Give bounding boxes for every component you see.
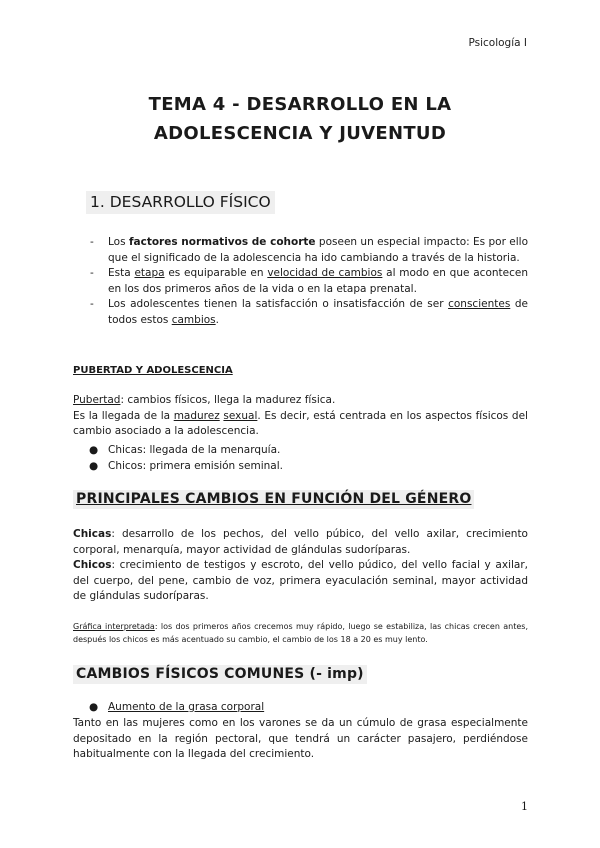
pubertad-bullet-list [89,443,283,474]
underlined-term: cambios [171,313,216,326]
bullet-marker: ● [89,701,99,713]
comunes-bullet-list [89,700,264,716]
title-line-2: ADOLESCENCIA Y JUVENTUD [153,123,447,144]
dash-marker: - [90,267,94,279]
list-item: - Los adolescentes tienen la satisfacción o insatisfacción de ser conscientes de todos estos cambios. [90,298,528,326]
comunes-paragraph: Tanto en las mujeres como en los varones se da un cúmulo de grasa especialmente depositado en la región pectoral, que tendrá un carácter pasajero, perdiéndose habitualmente con la llegada del crecimiento. [73,717,528,760]
section-heading-desarrollo-fisico: 1. DESARROLLO FÍSICO [86,191,275,214]
dash-marker: - [90,298,94,310]
bullet-marker: ● [89,459,99,472]
genero-paragraph: Chicas: desarrollo de los pechos, del vello púbico, del vello axilar, crecimiento corporal, menarquía, mayor actividad de glándulas sudoríparas. Chicos: crecimiento de testigos y escroto, del vello púdico, del vello facial y axilar, del cuerpo, del pene, cambio de voz, primera eyaculación seminal, mayor actividad de glándulas sudoríparas. [73,528,528,602]
pubertad-paragraph: Pubertad: cambios físicos, llega la madurez física. Es la llegada de la madurez sexual. Es decir, está centrada en los aspectos físicos del cambio asociado a la adolescencia. [73,394,528,437]
dash-marker: - [90,236,94,248]
bold-term: Chicos [73,559,112,571]
title-line-1: TEMA 4 - DESARROLLO EN LA [148,94,452,115]
bold-term: factores normativos de cohorte [128,236,316,248]
underlined-term: Pubertad [73,394,121,406]
list-item: - Esta etapa es equiparable en velocidad de cambios al modo en que acontecen en los dos primeros años de la vida o en la etapa prenatal. [90,267,528,295]
list-item: - Los factores normativos de cohorte poseen un especial impacto: Es por ello que el significado de la adolescencia ha ido cambiando a través de la historia. [90,236,529,264]
subheading-pubertad: PUBERTAD Y ADOLESCENCIA [73,365,233,376]
running-header: Psicología I [468,37,527,49]
document-title [0,90,600,148]
underlined-term: conscientes [448,298,511,310]
section-heading-genero: PRINCIPALES CAMBIOS EN FUNCIÓN DEL GÉNERO [73,490,474,509]
bullet-marker: ● [89,444,99,456]
list-item: ● Aumento de la grasa corporal [89,700,264,716]
intro-bullet-list [88,235,528,328]
underlined-term: velocidad de cambios [267,267,383,279]
underlined-term: etapa [134,267,165,279]
graph-note: Gráfica interpretada: los dos primeros años crecemos muy rápido, luego se estabiliza, las chicas crecen antes, después los chicos es más acentuado su cambio, el cambio de los 18 a 20 es muy lento. [73,622,528,644]
underlined-term: Gráfica interpretada [73,622,155,631]
underlined-term: madurez [173,409,220,422]
section-heading-comunes: CAMBIOS FÍSICOS COMUNES (- imp) [73,665,367,684]
page-number: 1 [521,800,528,813]
underlined-term: sexual [223,409,258,422]
bold-term: Chicas [73,528,112,540]
list-item: ● Chicos: primera emisión seminal. [89,459,283,475]
list-item: ● Chicas: llegada de la menarquía. [89,443,283,459]
